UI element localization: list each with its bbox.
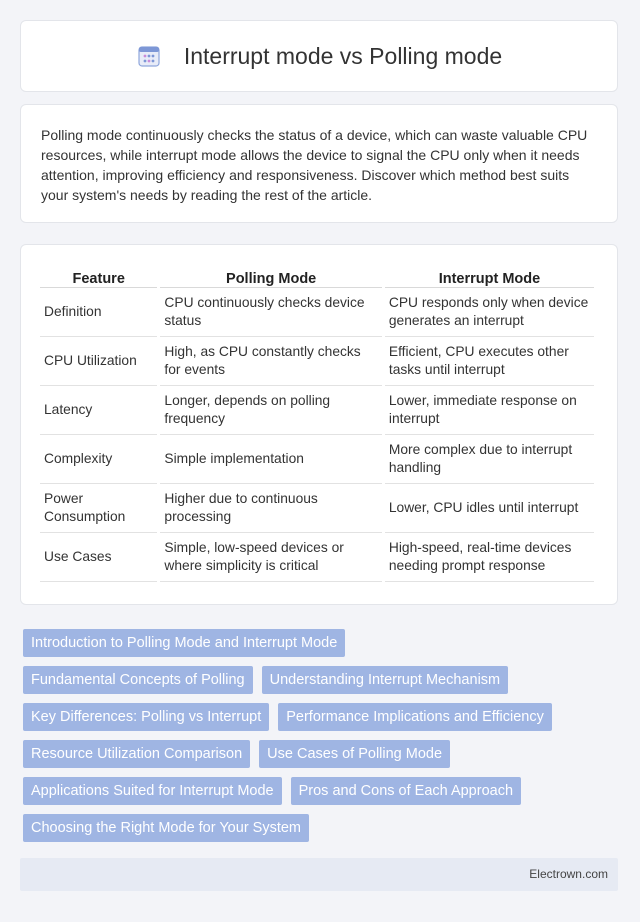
table-cell-interrupt: Efficient, CPU executes other tasks until interrupt (385, 337, 594, 386)
table-row (40, 386, 594, 435)
topic-tags (23, 629, 623, 851)
table-cell-polling: Higher due to continuous processing (160, 484, 381, 533)
page-title: Interrupt mode vs Polling mode (183, 42, 503, 69)
tag-row (23, 740, 623, 768)
table-cell-feature: Definition (40, 288, 157, 337)
table-cell-interrupt: CPU responds only when device generates an interrupt (385, 288, 594, 337)
table-cell-polling: High, as CPU constantly checks for events (160, 337, 381, 386)
table-row (40, 435, 594, 484)
tag-polling-use-cases[interactable]: Use Cases of Polling Mode (259, 740, 450, 768)
tag-performance[interactable]: Performance Implications and Efficiency (278, 703, 552, 731)
tag-row (23, 703, 623, 731)
table-cell-polling: Longer, depends on polling frequency (160, 386, 381, 435)
footer-site-link[interactable]: Electrown.com (529, 867, 608, 881)
column-header-polling: Polling Mode (160, 265, 381, 288)
table-cell-feature: CPU Utilization (40, 337, 157, 386)
intro-card (20, 104, 618, 223)
tag-choosing-mode[interactable]: Choosing the Right Mode for Your System (23, 814, 309, 842)
table-cell-feature: Use Cases (40, 533, 157, 582)
tag-row (23, 777, 623, 805)
table-cell-interrupt: High-speed, real-time devices needing prompt response (385, 533, 594, 582)
comparison-table-card (20, 244, 618, 605)
title-card (20, 20, 618, 92)
tag-row (23, 666, 623, 694)
tag-fundamental-concepts[interactable]: Fundamental Concepts of Polling (23, 666, 253, 694)
table-row (40, 484, 594, 533)
tag-row (23, 629, 623, 657)
table-cell-feature: Power Consumption (40, 484, 157, 533)
tag-resource-utilization[interactable]: Resource Utilization Comparison (23, 740, 250, 768)
table-cell-polling: Simple, low-speed devices or where simplicity is critical (160, 533, 381, 582)
table-cell-interrupt: More complex due to interrupt handling (385, 435, 594, 484)
footer (20, 858, 618, 891)
table-cell-feature: Latency (40, 386, 157, 435)
table-row (40, 288, 594, 337)
table-row (40, 533, 594, 582)
column-header-feature: Feature (40, 265, 157, 288)
table-cell-polling: Simple implementation (160, 435, 381, 484)
column-header-interrupt: Interrupt Mode (385, 265, 594, 288)
tag-row (23, 814, 623, 842)
tag-introduction[interactable]: Introduction to Polling Mode and Interrupt Mode (23, 629, 345, 657)
tag-interrupt-mechanism[interactable]: Understanding Interrupt Mechanism (262, 666, 509, 694)
comparison-table (37, 265, 597, 582)
table-header-row (40, 265, 594, 288)
tag-interrupt-applications[interactable]: Applications Suited for Interrupt Mode (23, 777, 282, 805)
calendar-grid-icon (136, 43, 162, 69)
tag-pros-cons[interactable]: Pros and Cons of Each Approach (291, 777, 521, 805)
table-cell-interrupt: Lower, CPU idles until interrupt (385, 484, 594, 533)
tag-key-differences[interactable]: Key Differences: Polling vs Interrupt (23, 703, 269, 731)
table-cell-polling: CPU continuously checks device status (160, 288, 381, 337)
table-cell-interrupt: Lower, immediate response on interrupt (385, 386, 594, 435)
table-row (40, 337, 594, 386)
intro-paragraph: Polling mode continuously checks the status of a device, which can waste valuable CPU resources, while interrupt mode allows the device to signal the CPU only when it needs attention, improving efficiency and responsiveness. Discover which method best suits your system's needs by reading the rest of the article. (41, 127, 588, 203)
table-cell-feature: Complexity (40, 435, 157, 484)
